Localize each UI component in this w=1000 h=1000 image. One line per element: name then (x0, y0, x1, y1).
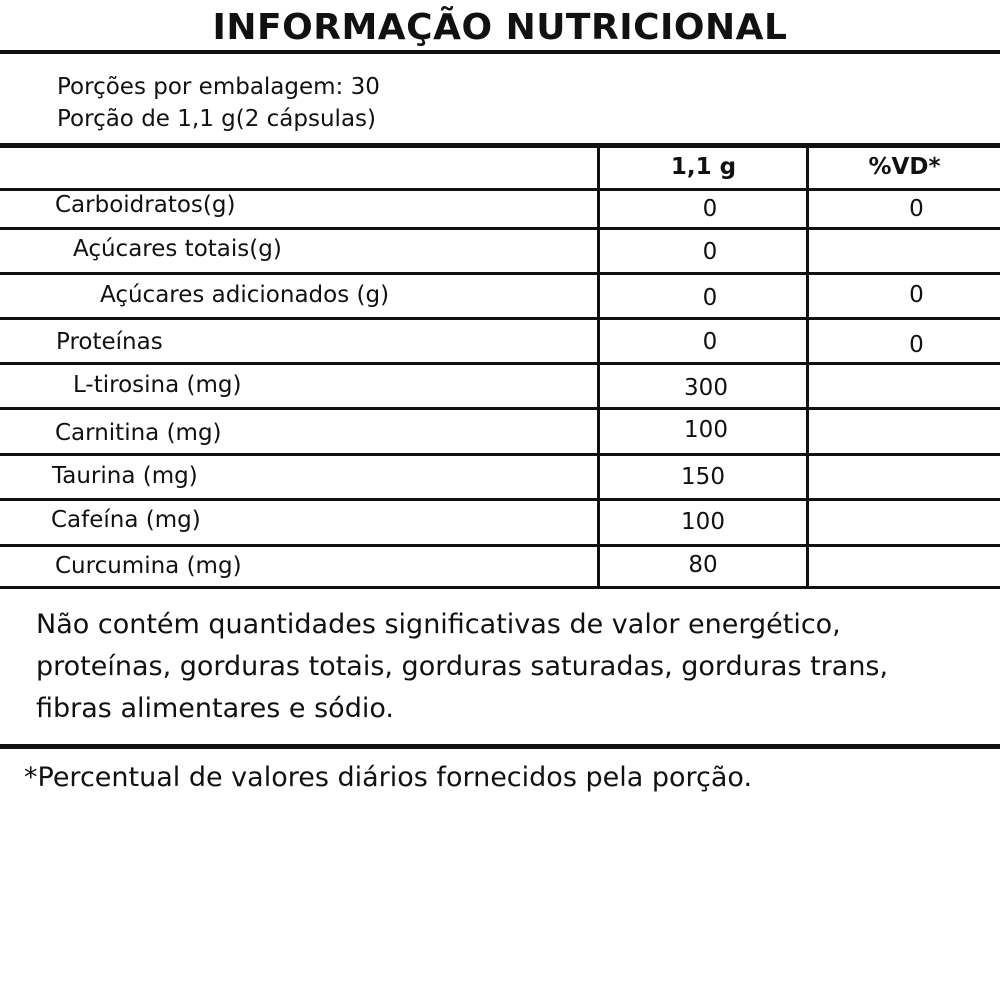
row-divider (0, 362, 1000, 365)
nutrient-amount: 0 (702, 329, 718, 355)
nutrient-name: Curcumina (mg) (55, 553, 242, 579)
row-divider (0, 272, 1000, 275)
row-divider (0, 498, 1000, 501)
nutrient-name: Cafeína (mg) (51, 507, 201, 533)
nutrient-amount: 0 (702, 196, 718, 222)
header-daily-value: %VD* (868, 154, 941, 180)
nutrient-name: Proteínas (56, 329, 163, 355)
nutrient-amount: 300 (684, 375, 728, 401)
nutrient-amount: 0 (702, 285, 718, 311)
label-title: INFORMAÇÃO NUTRICIONAL (212, 7, 788, 48)
title-divider (0, 50, 1000, 54)
footnote-divider (0, 744, 1000, 749)
serving-size: Porção de 1,1 g(2 cápsulas) (57, 106, 377, 132)
table-bottom-border (0, 586, 1000, 589)
nutrient-name: Taurina (mg) (52, 463, 198, 489)
nutrition-disclaimer: Não contém quantidades significativas de valor energético, proteínas, gorduras totais, gorduras saturadas, gorduras trans, fibras alimentares e sódio. (36, 609, 889, 724)
nutrient-name: Carnitina (mg) (55, 420, 222, 446)
nutrient-amount: 80 (688, 552, 718, 578)
table-top-border (0, 143, 1000, 148)
row-divider (0, 227, 1000, 230)
nutrient-name: Açúcares adicionados (g) (100, 282, 390, 308)
nutrient-daily-value: 0 (909, 332, 924, 358)
header-amount: 1,1 g (670, 154, 737, 180)
row-divider (0, 544, 1000, 547)
nutrient-daily-value: 0 (909, 196, 924, 222)
nutrient-name: L-tirosina (mg) (73, 372, 242, 398)
nutrient-name: Carboidratos(g) (55, 192, 236, 218)
row-divider (0, 453, 1000, 456)
nutrient-amount: 0 (702, 239, 718, 265)
nutrient-amount: 100 (681, 509, 725, 535)
row-divider (0, 407, 1000, 410)
footnote: *Percentual de valores diários fornecidos pela porção. (24, 762, 753, 793)
nutrient-name: Açúcares totais(g) (73, 236, 282, 262)
nutrient-amount: 150 (681, 464, 725, 490)
row-divider (0, 317, 1000, 320)
portions-per-package: Porções por embalagem: 30 (57, 74, 380, 100)
nutrient-daily-value: 0 (909, 282, 924, 308)
nutrient-amount: 100 (684, 417, 728, 443)
